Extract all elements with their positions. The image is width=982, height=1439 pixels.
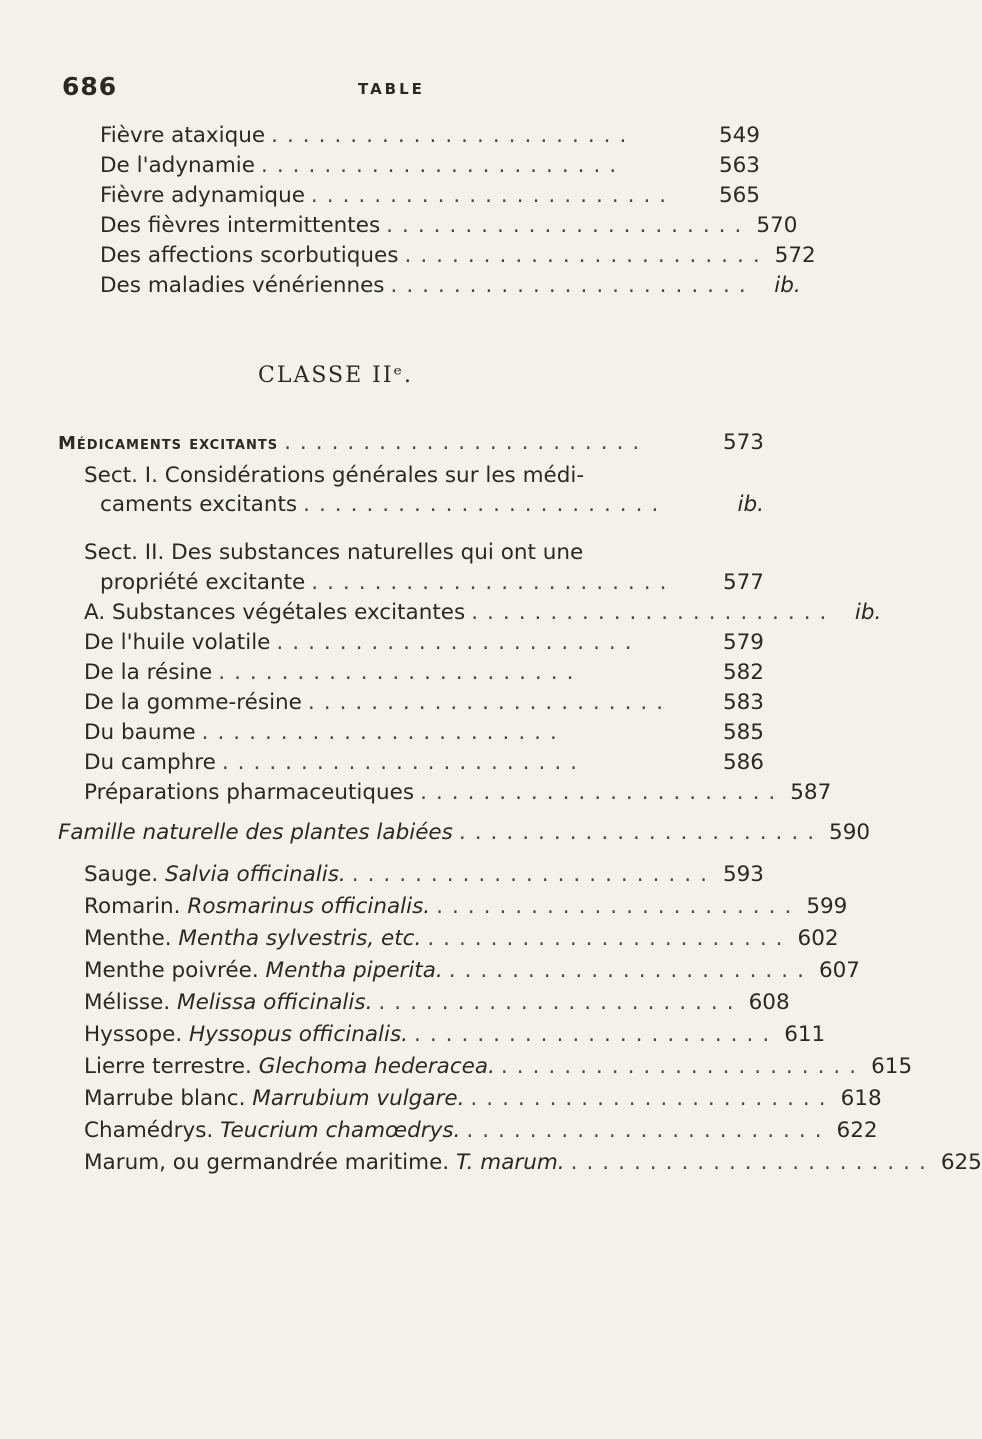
entry-page: 572 bbox=[774, 243, 816, 268]
entry-page: 599 bbox=[806, 894, 848, 919]
entry-page: 593 bbox=[722, 862, 764, 887]
plant-entry: Sauge. Salvia officinalis. ....................... 593 bbox=[84, 862, 764, 887]
toc-entry: Préparations pharmaceutiques ....................... 587 bbox=[84, 780, 832, 805]
entry-label: Des maladies vénériennes bbox=[100, 273, 385, 298]
entry-label: Préparations pharmaceutiques bbox=[84, 780, 415, 805]
sect-1-line-2: caments excitants ....................... ib. bbox=[100, 492, 764, 517]
entry-page: 586 bbox=[722, 750, 764, 775]
entry-label bbox=[84, 1054, 495, 1079]
entry-page: 565 bbox=[718, 183, 760, 208]
plant-entry: Menthe poivrée. Mentha piperita. ....................... 607 bbox=[84, 958, 860, 983]
entry-label bbox=[84, 1118, 460, 1143]
toc-entry: De l'huile volatile ....................... 579 bbox=[84, 630, 764, 655]
plant-name: Lierre terrestre. bbox=[84, 1054, 252, 1079]
entry-label: De l'huile volatile bbox=[84, 630, 271, 655]
entry-label bbox=[84, 926, 421, 951]
entry-page: 573 bbox=[722, 430, 764, 455]
plant-name: Hyssope. bbox=[84, 1022, 183, 1047]
entry-label: Médicaments excitants bbox=[58, 433, 279, 454]
toc-entry: Des fièvres intermittentes ....................... 570 bbox=[100, 213, 798, 238]
section-entry: Médicaments excitants ....................... 573 bbox=[58, 430, 764, 455]
entry-page: 585 bbox=[722, 720, 764, 745]
entry-page: 611 bbox=[784, 1022, 826, 1047]
entry-label: Fièvre adynamique bbox=[100, 183, 305, 208]
entry-page: 570 bbox=[756, 213, 798, 238]
plant-entry: Romarin. Rosmarinus officinalis. ....................... 599 bbox=[84, 894, 848, 919]
toc-entry: Du camphre ....................... 586 bbox=[84, 750, 764, 775]
plant-name: Sauge. bbox=[84, 862, 159, 887]
entry-label bbox=[84, 1150, 565, 1175]
plant-latin: Salvia officinalis. bbox=[165, 862, 346, 887]
entry-page: 618 bbox=[840, 1086, 882, 1111]
toc-entry: Des affections scorbutiques ....................... 572 bbox=[100, 243, 816, 268]
entry-page: 622 bbox=[836, 1118, 878, 1143]
entry-label: caments excitants bbox=[100, 492, 298, 517]
toc-entry: De l'adynamie ....................... 563 bbox=[100, 153, 760, 178]
plant-latin: Mentha piperita. bbox=[265, 958, 443, 983]
entry-label bbox=[84, 990, 372, 1015]
entry-page: ib. bbox=[774, 273, 801, 298]
plant-entry: Marrube blanc. Marrubium vulgare. ....................... 618 bbox=[84, 1086, 882, 1111]
entry-label: De la gomme-résine bbox=[84, 690, 302, 715]
entry-label: Des affections scorbutiques bbox=[100, 243, 399, 268]
toc-entry: A. Substances végétales excitantes ....................... ib. bbox=[84, 600, 882, 625]
entry-label: De l'adynamie bbox=[100, 153, 255, 178]
plant-name: Menthe poivrée. bbox=[84, 958, 259, 983]
entry-page: 607 bbox=[818, 958, 860, 983]
entry-label: A. Substances végétales excitantes bbox=[84, 600, 466, 625]
entry-page: 625 bbox=[940, 1150, 982, 1175]
entry-page: ib. bbox=[854, 600, 882, 625]
plant-latin: Hyssopus officinalis. bbox=[189, 1022, 408, 1047]
plant-entry: Mélisse. Melissa officinalis. ....................... 608 bbox=[84, 990, 790, 1015]
plant-latin: Rosmarinus officinalis. bbox=[187, 894, 431, 919]
entry-page: 582 bbox=[722, 660, 764, 685]
famille-entry: Famille naturelle des plantes labiées ....................... 590 bbox=[58, 820, 871, 845]
entry-label: propriété excitante bbox=[100, 570, 306, 595]
entry-label: De la résine bbox=[84, 660, 213, 685]
toc-entry: De la gomme-résine ....................... 583 bbox=[84, 690, 764, 715]
entry-page: 549 bbox=[718, 123, 760, 148]
plant-name: Marrube blanc. bbox=[84, 1086, 246, 1111]
plant-entry: Lierre terrestre. Glechoma hederacea. ....................... 615 bbox=[84, 1054, 913, 1079]
sect-1-line-1: Sect. I. Considérations générales sur les médi- bbox=[84, 463, 585, 488]
entry-page: 563 bbox=[718, 153, 760, 178]
toc-entry: Du baume ....................... 585 bbox=[84, 720, 764, 745]
plant-name: Romarin. bbox=[84, 894, 181, 919]
entry-label bbox=[84, 958, 443, 983]
entry-label: Fièvre ataxique bbox=[100, 123, 266, 148]
sect-2-line-1: Sect. II. Des substances naturelles qui ont une bbox=[84, 540, 584, 565]
plant-latin: T. marum. bbox=[456, 1150, 565, 1175]
running-head: TABLE bbox=[358, 80, 425, 98]
toc-entry: Fièvre adynamique ....................... 565 bbox=[100, 183, 760, 208]
plant-latin: Marrubium vulgare. bbox=[252, 1086, 465, 1111]
entry-page: 583 bbox=[722, 690, 764, 715]
entry-label bbox=[84, 1086, 464, 1111]
plant-latin: Melissa officinalis. bbox=[177, 990, 373, 1015]
toc-entry: Des maladies vénériennes ....................... ib. bbox=[100, 273, 801, 298]
entry-label bbox=[84, 894, 430, 919]
entry-label: Du baume bbox=[84, 720, 196, 745]
plant-name: Chamédrys. bbox=[84, 1118, 214, 1143]
entry-page: 615 bbox=[871, 1054, 913, 1079]
entry-page: 608 bbox=[748, 990, 790, 1015]
plant-entry: Hyssope. Hyssopus officinalis. ....................... 611 bbox=[84, 1022, 826, 1047]
sect-2-line-2: propriété excitante ....................... 577 bbox=[100, 570, 764, 595]
entry-page: ib. bbox=[737, 492, 764, 517]
entry-label bbox=[84, 1022, 408, 1047]
entry-label: Des fièvres intermittentes bbox=[100, 213, 381, 238]
plant-name: Menthe. bbox=[84, 926, 172, 951]
entry-page: 590 bbox=[829, 820, 871, 845]
plant-entry: Chamédrys. Teucrium chamœdrys. ....................... 622 bbox=[84, 1118, 878, 1143]
plant-latin: Mentha sylvestris, etc. bbox=[178, 926, 422, 951]
plant-entry: Marum, ou germandrée maritime. T. marum. ....................... 625 bbox=[84, 1150, 982, 1175]
entry-label bbox=[84, 862, 346, 887]
entry-page: 579 bbox=[722, 630, 764, 655]
plant-name: Marum, ou germandrée maritime. bbox=[84, 1150, 450, 1175]
toc-entry: Fièvre ataxique ....................... 549 bbox=[100, 123, 760, 148]
entry-page: 587 bbox=[790, 780, 832, 805]
entry-label: Famille naturelle des plantes labiées bbox=[58, 820, 453, 845]
plant-name: Mélisse. bbox=[84, 990, 171, 1015]
toc-entry: De la résine ....................... 582 bbox=[84, 660, 764, 685]
entry-page: 602 bbox=[797, 926, 839, 951]
page-number: 686 bbox=[62, 72, 118, 101]
entry-label: Du camphre bbox=[84, 750, 216, 775]
plant-latin: Teucrium chamœdrys. bbox=[220, 1118, 461, 1143]
entry-page: 577 bbox=[722, 570, 764, 595]
classe-heading: CLASSE IIᵉ. bbox=[258, 363, 414, 388]
plant-entry: Menthe. Mentha sylvestris, etc. ....................... 602 bbox=[84, 926, 839, 951]
plant-latin: Glechoma hederacea. bbox=[258, 1054, 495, 1079]
